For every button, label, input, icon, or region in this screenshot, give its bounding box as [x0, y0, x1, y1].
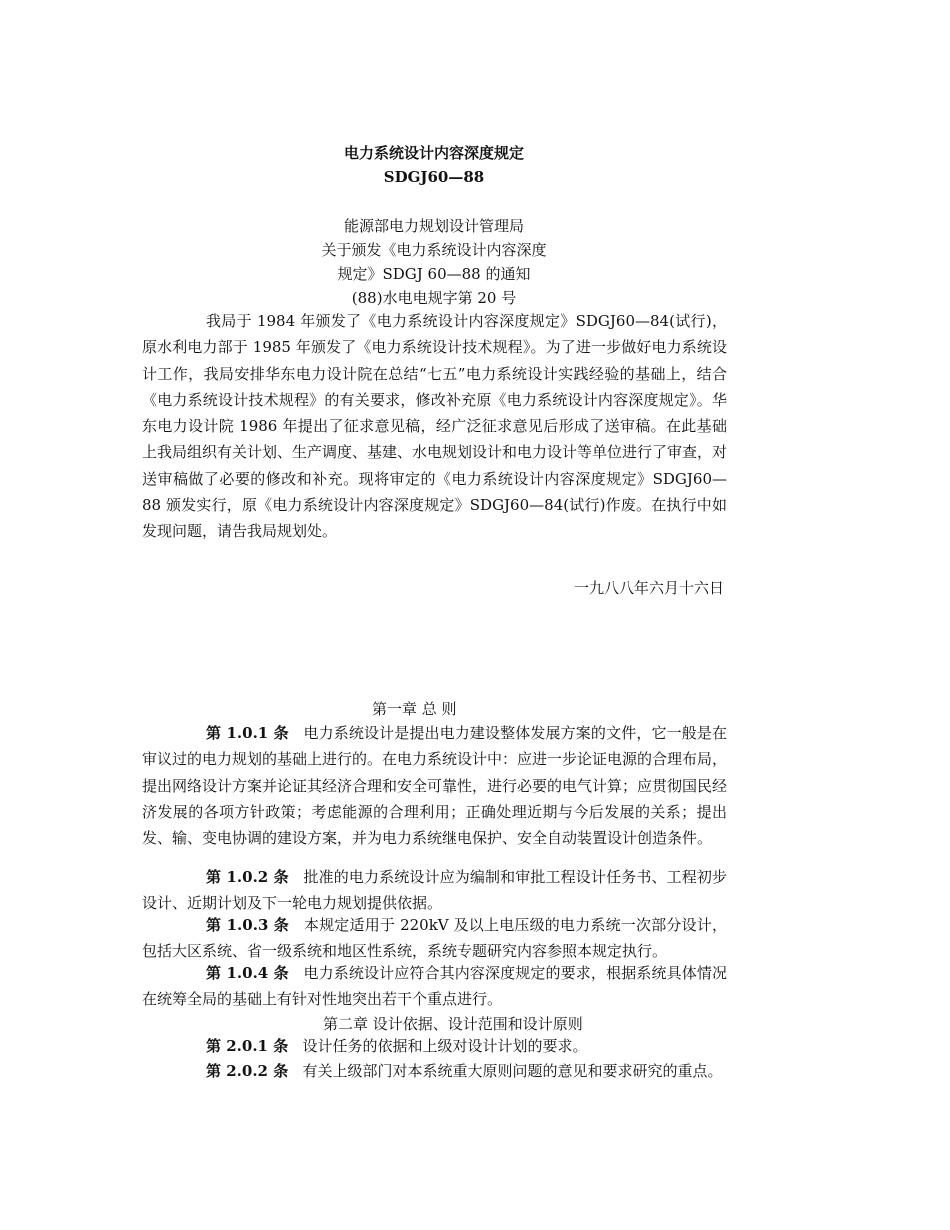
- article-label: 第 2.0.2 条: [206, 1062, 289, 1080]
- article-1-0-4: [142, 960, 727, 1013]
- article-2-0-2: [142, 1058, 727, 1084]
- chapter-2-heading: 第二章 设计依据、设计范围和设计原则: [323, 1015, 583, 1033]
- article-label: 第 1.0.4 条: [206, 964, 289, 982]
- article-text: 有关上级部门对本系统重大原则问题的意见和要求研究的重点。: [302, 1062, 723, 1080]
- chapter-1-heading: 第一章 总 则: [372, 700, 457, 718]
- notice-issuer: 能源部电力规划设计管理局: [343, 217, 524, 235]
- notice-number: (88)水电电规字第 20 号: [351, 289, 517, 307]
- article-text: 本规定适用于 220kV 及以上电压级的电力系统一次部分设计，包括大区系统、省一级系统和地区性系统，系统专题研究内容参照本规定执行。: [142, 916, 727, 961]
- article-2-0-1: [142, 1033, 727, 1059]
- notice-title-line-2: 规定》SDGJ 60—88 的通知: [337, 265, 531, 283]
- notice-date: 一九八八年六月十六日: [573, 579, 724, 597]
- article-label: 第 1.0.3 条: [206, 916, 289, 934]
- article-text: 电力系统设计应符合其内容深度规定的要求，根据系统具体情况在统筹全局的基础上有针对性地突出若干个重点进行。: [142, 964, 727, 1009]
- article-text: 设计任务的依据和上级对设计计划的要求。: [302, 1037, 588, 1055]
- document-title: 电力系统设计内容深度规定: [343, 144, 524, 162]
- article-1-0-3: [142, 912, 727, 965]
- article-1-0-2: [142, 864, 727, 917]
- article-text: 电力系统设计是提出电力建设整体发展方案的文件，它一般是在审议过的电力规划的基础上进行的。在电力系统设计中：应进一步论证电源的合理布局，提出网络设计方案并论证其经济合理和安全可靠性，进行必要的电气计算；应贯彻国民经济发展的各项方针政策；考虑能源的合理利用；正确处理近期与今后发展的关系；提出发、输、变电协调的建设方案，并为电力系统继电保护、安全自动装置设计创造条件。: [142, 724, 728, 848]
- article-text: 批准的电力系统设计应为编制和审批工程设计任务书、工程初步设计、近期计划及下一轮电力规划提供依据。: [142, 868, 727, 913]
- notice-title-line-1: 关于颁发《电力系统设计内容深度: [321, 241, 547, 259]
- article-1-0-1: [142, 720, 727, 851]
- article-label: 第 2.0.1 条: [206, 1037, 289, 1055]
- article-label: 第 1.0.2 条: [206, 868, 289, 886]
- article-label: 第 1.0.1 条: [206, 724, 289, 742]
- document-code: SDGJ60—88: [383, 168, 485, 186]
- notice-body: 我局于 1984 年颁发了《电力系统设计内容深度规定》SDGJ60—84(试行)，原水利电力部于 1985 年颁发了《电力系统设计技术规程》。为了进一步做好电力系统设计工作，我局安排华东电力设计院在总结“七五”电力系统设计实践经验的基础上，结合《电力系统设计技术规程》的有关要求，修改补充原《电力系统设计内容深度规定》。华东电力设计院 1986 年提出了征求意见稿，经广泛征求意见后形成了送审稿。在此基础上我局组织有关计划、生产调度、基建、水电规划设计和电力设计等单位进行了审查，对送审稿做了必要的修改和补充。现将审定的《电力系统设计内容深度规定》SDGJ60—88 颁发实行，原《电力系统设计内容深度规定》SDGJ60—84(试行)作废。在执行中如发现问题，请告我局规划处。: [142, 312, 728, 541]
